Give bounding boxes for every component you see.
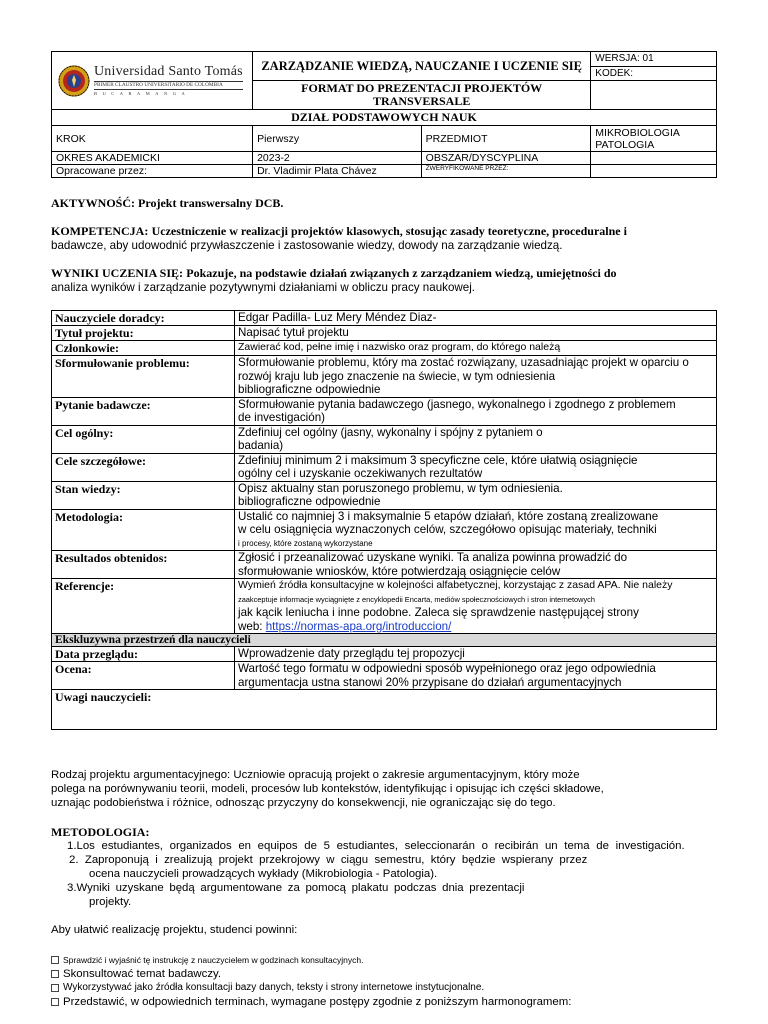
- table-row: [52, 481, 717, 509]
- verified-value: [591, 165, 717, 178]
- table-row: [52, 662, 717, 690]
- results-value: [235, 551, 717, 579]
- specific-line-2: ogólny cel i uzyskanie oczekiwanych rezultatów: [238, 467, 483, 480]
- version-cell: WERSJA: 01: [591, 52, 717, 67]
- method-line-3: i procesy, które zostaną wykorzystane: [238, 538, 373, 548]
- subtitle-line-1: FORMAT DO PREZENTACJI PROJEKTÓW: [301, 81, 543, 95]
- checkbox-icon: [51, 956, 59, 964]
- refs-line-3: jak kącik leniucha i inne podobne. Zaleca się sprawdzenie następującej strony: [238, 606, 639, 619]
- question-label: Pytanie badawcze:: [52, 397, 235, 425]
- table-row: [52, 453, 717, 481]
- title-value: Napisać tytuł projektu: [235, 326, 717, 341]
- methodology-section: [51, 825, 768, 937]
- specific-objectives-value: [235, 453, 717, 481]
- competence-paragraph: [51, 224, 719, 253]
- teacher-section-title: Ekskluzywna przestrzeń dla nauczycieli: [52, 634, 717, 647]
- subject-value-line-2: PATOLOGIA: [595, 138, 655, 151]
- checklist-item-4: Przedstawić, w odpowiednich terminach, wymagane postępy zgodnie z poniższym harmonogramem:: [63, 996, 572, 1008]
- method-line-1: Ustalić co najmniej 3 i maksymalnie 5 etapów działań, które zostaną zrealizowane: [238, 509, 659, 523]
- step-label: KROK: [52, 126, 253, 152]
- table-row: [52, 356, 717, 398]
- project-type-paragraph: [51, 768, 719, 810]
- document-subtitle: [253, 81, 591, 110]
- members-value: Zawierać kod, pełne imię i nazwisko oraz program, do którego należą: [235, 341, 717, 356]
- area-value: [591, 152, 717, 165]
- competence-text: badawcze, aby udowodnić przywłaszczenie i zastosowanie wiedzy, dowody na zarządzanie wiedzą.: [51, 239, 563, 252]
- checklist-item-2: Skonsultować temat badawczy.: [63, 968, 222, 980]
- subject-label: PRZEDMIOT: [421, 126, 591, 152]
- table-row: [52, 326, 717, 341]
- general-line-1: Zdefiniuj cel ogólny (jasny, wykonalny i spójny z pytaniem o: [238, 425, 543, 439]
- table-row: [52, 341, 717, 356]
- header-table: [51, 51, 717, 178]
- question-line-2: de investigación): [238, 411, 326, 424]
- checklist-item-1: Sprawdzić i wyjaśnić tę instrukcję z nauczycielem w godzinach konsultacyjnych.: [63, 955, 364, 965]
- problem-value: [235, 356, 717, 398]
- project-table: [51, 310, 717, 730]
- method-line-2: w celu osiągnięcia wyznaczonych celów, szczegółowo opisując materiały, techniki: [238, 523, 657, 536]
- outcomes-text: analiza wyników i zarządzanie pozytywnymi działaniami w obliczu pracy naukowej.: [51, 281, 476, 294]
- table-row: [52, 690, 717, 730]
- table-row: [52, 425, 717, 453]
- apa-link[interactable]: https://normas-apa.org/introduccion/: [265, 619, 452, 633]
- advisors-label: Nauczyciele doradcy:: [52, 311, 235, 326]
- activity-paragraph: [51, 196, 719, 211]
- question-line-1: Sformułowanie pytania badawczego (jasnego, wykonalnego i zgodnego z problemem: [238, 397, 676, 411]
- references-value: [235, 579, 717, 634]
- methodology-label: Metodologia:: [52, 509, 235, 551]
- competence-bold-text: Uczestniczenie w realizacji projektów klasowych, stosując zasady teoretyczne, proceduralne i: [151, 224, 627, 238]
- area-label: OBSZAR/DYSCYPLINA: [421, 152, 591, 165]
- specific-objectives-label: Cele szczegółowe:: [52, 453, 235, 481]
- checkbox-icon: [51, 970, 59, 978]
- outcomes-label: WYNIKI UCZENIA SIĘ:: [51, 266, 184, 280]
- grade-value: [235, 662, 717, 690]
- state-line-2: bibliograficzne odpowiednie: [238, 495, 381, 508]
- period-value: 2023-2: [253, 152, 422, 165]
- competence-label: KOMPETENCJA:: [51, 224, 149, 238]
- results-label: Resultados obtenidos:: [52, 551, 235, 579]
- grade-line-2: argumentacja ustna stanowi 20% przypisane do działań argumentacyjnych: [238, 675, 622, 689]
- methodology-item-2: 2. Zaproponują i zrealizują projekt przekrojowy w ciągu semestru, który będzie wspierany przez: [69, 854, 588, 866]
- checkbox-icon: [51, 998, 59, 1006]
- methodology-item-2-cont: ocena nauczycieli prowadzących wykłady (Mikrobiologia - Patologia).: [89, 868, 438, 880]
- title-label: Tytuł projektu:: [52, 326, 235, 341]
- refs-line-4: [238, 620, 713, 634]
- university-city: BUCARAMANGA: [94, 90, 191, 96]
- methodology-heading: METODOLOGIA:: [51, 825, 150, 839]
- university-subtitle: PRIMER CLAUSTRO UNIVERSITARIO DE COLOMBIA: [94, 81, 223, 88]
- logo-cell: [52, 52, 253, 110]
- verified-label: ZWERYFIKOWANE PRZEZ:: [421, 165, 591, 178]
- general-line-2: badania): [238, 439, 284, 452]
- results-line-2: sformułowanie wniosków, które potwierdzają osiągnięcie celów: [238, 564, 561, 578]
- results-line-1: Zgłosić i przeanalizować uzyskane wyniki. Ta analiza powinna prowadzić do: [238, 551, 628, 564]
- specific-line-1: Zdefiniuj minimum 2 i maksimum 3 specyficzne cele, które ułatwią osiągnięcie: [238, 453, 638, 467]
- table-row: [52, 579, 717, 634]
- subject-value: [591, 126, 717, 152]
- teacher-remarks-label: Uwagi nauczycieli:: [52, 690, 717, 730]
- table-row: [52, 647, 717, 662]
- project-type-line-3: uznając podobieństwa i różnice, odnosząc przyczyny do konsekwencji, nie ograniczając się do tego.: [51, 797, 556, 809]
- refs-line-2: zaakceptuje informacje wyciągnięte z encyklopedii Encarta, mediów społecznościowych i stron internetowych: [238, 594, 595, 604]
- list-item: [51, 981, 731, 995]
- table-row: [52, 551, 717, 579]
- checklist: [51, 953, 731, 1009]
- refs-web-label: web:: [238, 619, 266, 633]
- review-date-label: Data przeglądu:: [52, 647, 235, 662]
- table-row: [52, 311, 717, 326]
- project-type-line-1: Rodzaj projektu argumentacyjnego: Uczniowie opracują projekt o zakresie argumentacyjnym, który może: [51, 769, 580, 781]
- question-value: [235, 397, 717, 425]
- problem-line-1: Sformułowanie problemu, który ma zostać rozwiązany, uzasadniając projekt w oparciu o: [238, 356, 689, 369]
- project-type-line-2: polega na porównywaniu teorii, modeli, procesów lub kontekstów, identyfikując i opisując ich części składowe,: [51, 783, 604, 795]
- university-seal-icon: [58, 65, 90, 97]
- step-value: Pierwszy: [253, 126, 422, 152]
- methodology-item-3-cont: projekty.: [89, 896, 132, 908]
- state-line-1: Opisz aktualny stan poruszonego problemu, w tym odniesienia.: [238, 481, 563, 495]
- grade-line-1: Wartość tego formatu w odpowiedni sposób wypełnionego oraz jego odpowiednia: [238, 662, 656, 675]
- problem-line-3: bibliograficzne odpowiednie: [238, 383, 381, 396]
- code-value-cell: [591, 81, 717, 110]
- university-name: Universidad Santo Tomás: [94, 63, 243, 79]
- refs-line-1: Wymień źródła konsultacyjne w kolejności alfabetycznej, korzystając z zasad APA. Nie należy: [238, 579, 673, 591]
- references-label: Referencje:: [52, 579, 235, 634]
- list-item: [51, 953, 731, 967]
- methodology-intro: Aby ułatwić realizację projektu, studenci powinni:: [51, 924, 298, 936]
- problem-line-2: rozwój kraju lub jego znaczenie na świecie, w tym odniesienia: [238, 369, 556, 383]
- checklist-item-3: Wykorzystywać jako źródła konsultacji bazy danych, teksty i strony internetowe instytucjonalne.: [63, 982, 485, 993]
- review-date-value: Wprowadzenie daty przeglądu tej propozycji: [235, 647, 717, 662]
- state-of-knowledge-value: [235, 481, 717, 509]
- code-cell: KODEK:: [591, 66, 717, 81]
- methodology-item-1: 1.Los estudiantes, organizados en equipos de 5 estudiantes, seleccionarán o recibirán un tema de investigación.: [67, 840, 685, 852]
- list-item: [51, 967, 731, 981]
- outcomes-paragraph: [51, 266, 719, 295]
- list-item: [51, 995, 731, 1009]
- general-objective-value: [235, 425, 717, 453]
- subtitle-line-2: TRANSVERSALE: [373, 94, 471, 108]
- problem-label: Sformułowanie problemu:: [52, 356, 235, 398]
- period-label: OKRES AKADEMICKI: [52, 152, 253, 165]
- document-title: ZARZĄDZANIE WIEDZĄ, NAUCZANIE I UCZENIE SIĘ: [253, 52, 591, 81]
- prepared-label: Opracowane przez:: [52, 165, 253, 178]
- table-row: [52, 509, 717, 551]
- subject-value-line-1: MIKROBIOLOGIA: [595, 126, 680, 139]
- activity-label: AKTYWNOŚĆ: Projekt transwersalny DCB.: [51, 196, 284, 210]
- teacher-section-row: [52, 634, 717, 647]
- methodology-value: [235, 509, 717, 551]
- prepared-value: Dr. Vladimir Plata Chávez: [253, 165, 422, 178]
- table-row: [52, 397, 717, 425]
- methodology-item-3: 3.Wyniki uzyskane będą argumentowane za pomocą plakatu podczas dnia prezentacji: [67, 882, 525, 894]
- outcomes-bold-text: Pokazuje, na podstawie działań związanych z zarządzaniem wiedzą, umiejętności do: [186, 266, 617, 280]
- checkbox-icon: [51, 984, 59, 992]
- department-title: DZIAŁ PODSTAWOWYCH NAUK: [52, 110, 717, 126]
- university-logo: [52, 53, 252, 109]
- general-objective-label: Cel ogólny:: [52, 425, 235, 453]
- grade-label: Ocena:: [52, 662, 235, 690]
- advisors-value: Edgar Padilla- Luz Mery Méndez Diaz-: [235, 311, 717, 326]
- members-label: Członkowie:: [52, 341, 235, 356]
- state-of-knowledge-label: Stan wiedzy:: [52, 481, 235, 509]
